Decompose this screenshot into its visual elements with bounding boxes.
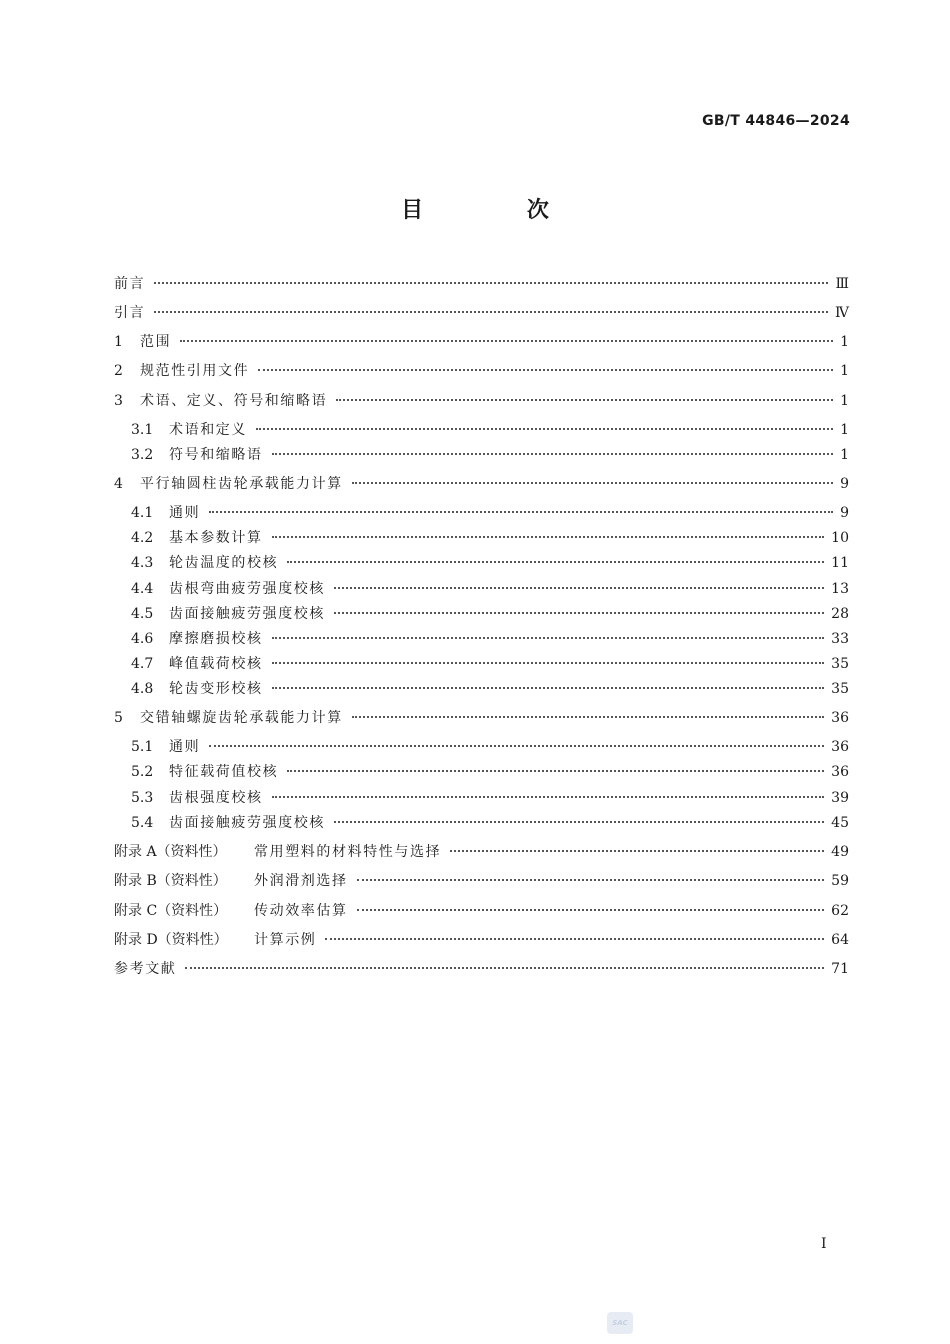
standard-code: GB/T 44846—2024 — [702, 113, 850, 129]
toc-number: 5.3 — [131, 790, 154, 806]
dot-leader — [272, 796, 825, 798]
toc-label: 轮齿温度的校核 — [169, 555, 279, 571]
toc-number: 5.4 — [131, 815, 154, 831]
toc-label: 外润滑剂选择 — [254, 873, 348, 889]
toc-label: 齿根弯曲疲劳强度校核 — [169, 581, 325, 597]
sac-logo-icon: SAC — [607, 1312, 633, 1334]
toc-entry-4-2[interactable] — [131, 528, 849, 548]
dot-leader — [180, 340, 833, 342]
toc-entry-4-6[interactable] — [131, 629, 849, 649]
toc-number: 4.2 — [131, 530, 154, 546]
toc-number: 附录 D（资料性） — [114, 932, 228, 948]
toc-page: 49 — [831, 844, 849, 860]
toc-page: 9 — [840, 476, 849, 492]
toc-label: 峰值载荷校核 — [169, 656, 263, 672]
toc-label: 齿面接触疲劳强度校核 — [169, 606, 325, 622]
toc-label: 基本参数计算 — [169, 530, 263, 546]
toc-entry-4-7[interactable] — [131, 654, 849, 674]
toc-entry-4-1[interactable] — [131, 503, 849, 523]
toc-label: 符号和缩略语 — [169, 447, 263, 463]
dot-leader — [209, 745, 824, 747]
toc-label: 交错轴螺旋齿轮承载能力计算 — [140, 710, 343, 726]
toc-entry-4-4[interactable] — [131, 579, 849, 599]
toc-entry-5-4[interactable] — [131, 813, 849, 833]
toc-label: 特征载荷值校核 — [169, 764, 279, 780]
toc-page: 11 — [831, 555, 849, 571]
toc-number: 4 — [114, 476, 123, 492]
toc-number: 4.8 — [131, 681, 154, 697]
toc-page: 10 — [831, 530, 849, 546]
toc-label: 计算示例 — [254, 932, 317, 948]
toc-entry-4[interactable] — [114, 474, 849, 494]
toc-number: 4.1 — [131, 505, 154, 521]
dot-leader — [334, 612, 824, 614]
dot-leader — [334, 821, 824, 823]
toc-page: 35 — [831, 656, 849, 672]
dot-leader — [185, 967, 824, 969]
toc-number: 3 — [114, 393, 123, 409]
dot-leader — [287, 770, 824, 772]
toc-number: 4.3 — [131, 555, 154, 571]
toc-entry-annex-d[interactable] — [114, 930, 849, 950]
toc-entry-5-2[interactable] — [131, 762, 849, 782]
dot-leader — [154, 282, 828, 284]
toc-entry-3[interactable] — [114, 391, 849, 411]
toc-number: 5 — [114, 710, 123, 726]
toc-label: 齿面接触疲劳强度校核 — [169, 815, 325, 831]
dot-leader — [272, 453, 833, 455]
toc-entry-bibliography[interactable] — [114, 959, 849, 979]
toc-label: 通则 — [169, 505, 201, 521]
toc-page: Ⅳ — [835, 305, 849, 321]
toc-page: Ⅲ — [835, 276, 849, 292]
toc-entry-annex-a[interactable] — [114, 842, 849, 862]
toc-label: 传动效率估算 — [254, 903, 348, 919]
toc-number: 3.2 — [131, 447, 154, 463]
toc-number: 1 — [114, 334, 123, 350]
toc-entry-5-1[interactable] — [131, 737, 849, 757]
dot-leader — [357, 879, 825, 881]
toc-entry-4-5[interactable] — [131, 604, 849, 624]
dot-leader — [357, 909, 825, 911]
toc-entry-2[interactable] — [114, 361, 849, 381]
toc-number: 4.6 — [131, 631, 154, 647]
toc-page: 13 — [831, 581, 849, 597]
toc-number: 附录 B（资料性） — [114, 873, 227, 889]
toc-entry-1[interactable] — [114, 332, 849, 352]
dot-leader — [272, 662, 825, 664]
toc-number: 4.7 — [131, 656, 154, 672]
toc-page: 1 — [840, 334, 849, 350]
toc-label: 齿根强度校核 — [169, 790, 263, 806]
dot-leader — [256, 428, 833, 430]
dot-leader — [258, 369, 833, 371]
toc-number: 3.1 — [131, 422, 154, 438]
dot-leader — [325, 938, 824, 940]
toc-label: 规范性引用文件 — [140, 363, 250, 379]
toc-entry-foreword[interactable] — [114, 274, 849, 294]
toc-label: 摩擦磨损校核 — [169, 631, 263, 647]
toc-label: 通则 — [169, 739, 201, 755]
toc-label: 前言 — [114, 276, 146, 292]
toc-entry-3-1[interactable] — [131, 420, 849, 440]
toc-page: 1 — [840, 422, 849, 438]
toc-page: 9 — [840, 505, 849, 521]
toc-page: 45 — [831, 815, 849, 831]
toc-page: 71 — [831, 961, 849, 977]
toc-page: 33 — [831, 631, 849, 647]
toc-entry-5-3[interactable] — [131, 788, 849, 808]
toc-page: 59 — [831, 873, 849, 889]
toc-page: 39 — [831, 790, 849, 806]
toc-number: 5.2 — [131, 764, 154, 780]
toc-number: 5.1 — [131, 739, 154, 755]
toc-page: 1 — [840, 363, 849, 379]
toc-page: 36 — [831, 764, 849, 780]
toc-entry-3-2[interactable] — [131, 445, 849, 465]
toc-page: 64 — [831, 932, 849, 948]
dot-leader — [209, 511, 833, 513]
dot-leader — [336, 399, 833, 401]
toc-page: 36 — [831, 739, 849, 755]
toc-entry-annex-c[interactable] — [114, 901, 849, 921]
toc-number: 附录 A（资料性） — [114, 844, 227, 860]
dot-leader — [352, 716, 824, 718]
toc-number: 4.5 — [131, 606, 154, 622]
toc-entry-5[interactable] — [114, 708, 849, 728]
dot-leader — [352, 482, 833, 484]
toc-label: 引言 — [114, 305, 146, 321]
toc-entry-annex-b[interactable] — [114, 871, 849, 891]
toc-number: 2 — [114, 363, 123, 379]
toc-number: 4.4 — [131, 581, 154, 597]
toc-label: 常用塑料的材料特性与选择 — [254, 844, 442, 860]
toc-label: 平行轴圆柱齿轮承载能力计算 — [140, 476, 343, 492]
dot-leader — [450, 850, 824, 852]
toc-label: 参考文献 — [114, 961, 177, 977]
toc-page: 36 — [831, 710, 849, 726]
toc-label: 术语、定义、符号和缩略语 — [140, 393, 328, 409]
dot-leader — [272, 687, 825, 689]
toc-page: 1 — [840, 447, 849, 463]
page-number: Ⅰ — [821, 1236, 827, 1252]
dot-leader — [334, 587, 824, 589]
dot-leader — [287, 561, 824, 563]
dot-leader — [154, 311, 828, 313]
toc-page: 1 — [840, 393, 849, 409]
toc-label: 术语和定义 — [169, 422, 247, 438]
page-title: 目 次 — [401, 198, 597, 223]
toc-entry-4-8[interactable] — [131, 679, 849, 699]
dot-leader — [272, 637, 825, 639]
toc-entry-4-3[interactable] — [131, 553, 849, 573]
toc-page: 28 — [831, 606, 849, 622]
dot-leader — [272, 536, 825, 538]
toc-page: 35 — [831, 681, 849, 697]
toc-number: 附录 C（资料性） — [114, 903, 228, 919]
toc-label: 轮齿变形校核 — [169, 681, 263, 697]
toc-label: 范围 — [140, 334, 172, 350]
toc-entry-introduction[interactable] — [114, 303, 849, 323]
toc-page: 62 — [831, 903, 849, 919]
